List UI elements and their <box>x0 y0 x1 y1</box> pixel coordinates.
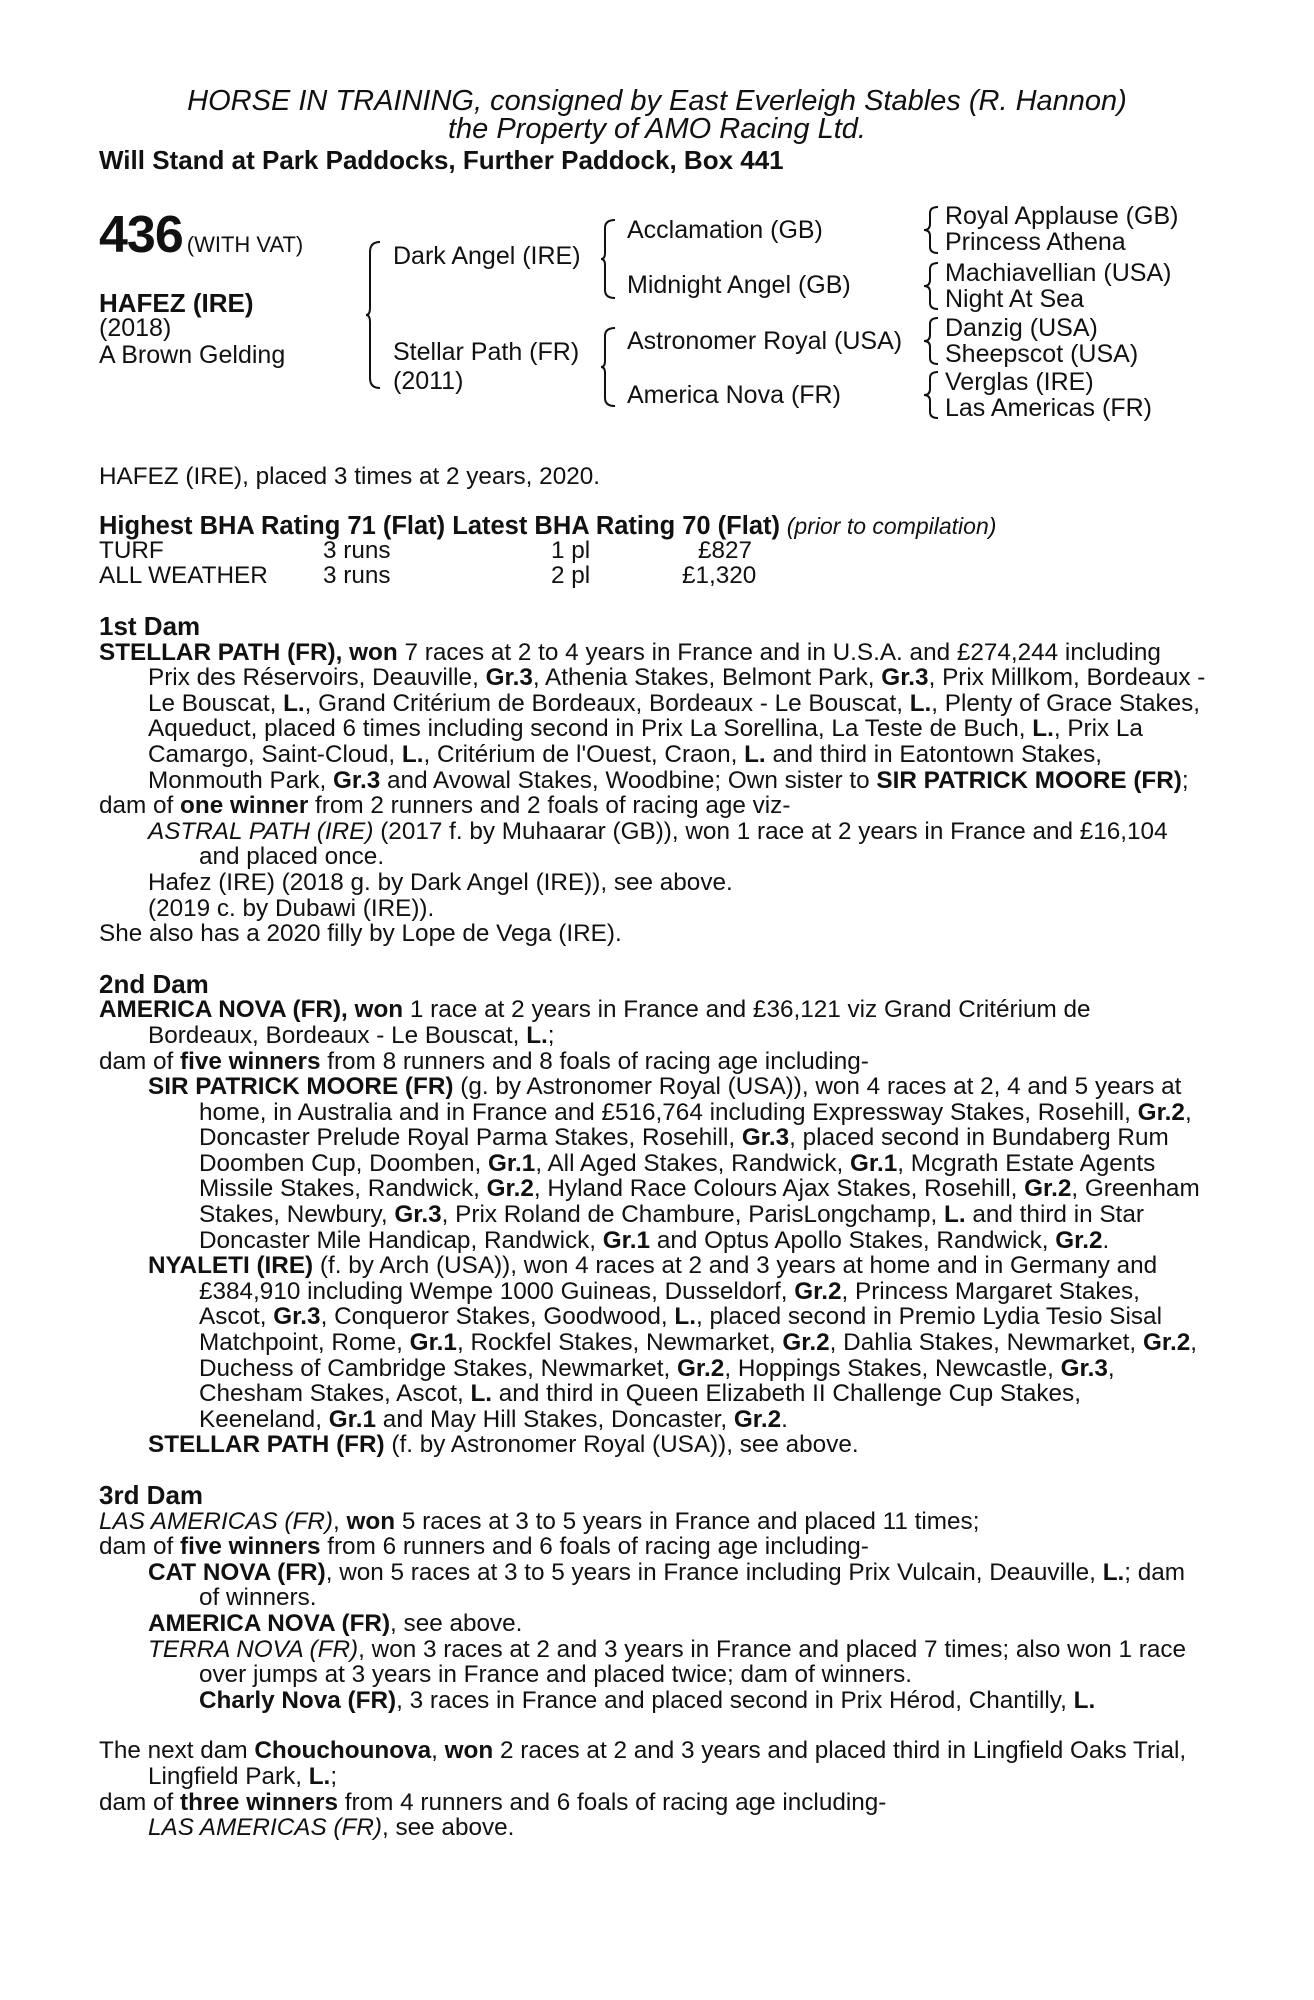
produce-terra-nova: TERRA NOVA (FR), won 3 races at 2 and 3 years in France and placed 7 times; also won 1 race over jumps at 3 years in France and placed twice; dam of winners. <box>148 1635 1187 1689</box>
record-money: £827 <box>698 537 753 564</box>
pedigree-sdd: Night At Sea <box>945 285 1084 313</box>
second-dam-heading: 2nd Dam <box>99 968 209 999</box>
record-money: £1,320 <box>682 562 757 589</box>
pedigree-ssd: Princess Athena <box>945 228 1126 256</box>
second-dam-record: AMERICA NOVA (FR), won 1 race at 2 years in France and £36,121 viz Grand Critérium de Bordeaux, Bordeaux - Le Bouscat, L.; <box>99 996 1091 1049</box>
produce-2020-filly: She also has a 2020 filly by Lope de Vega (IRE). <box>99 920 622 948</box>
pedigree-dds: Verglas (IRE) <box>945 368 1094 396</box>
produce-nyaleti: NYALETI (IRE) (f. by Arch (USA)), won 4 races at 2 and 3 years at home and in Germany and £384,910 including Wempe 1000 Guineas, Dusseldorf, Gr.2, Princess Margaret Stakes, Ascot, Gr.3, Conqueror Stakes, Goodwood, L., placed second in Premio Lydia Tesio Sisal Matchpoint, Rome, Gr.1, Rockfel Stakes, Newmarket, Gr.2, Dahlia Stakes, Newmarket, Gr.2, Duchess of Cambridge Stakes, Newmarket, Gr.2, Hoppings Stakes, Newcastle, Gr.3, Chesham Stakes, Ascot, L. and third in Queen Elizabeth II Challenge Cup Stakes, Keeneland, Gr.1 and May Hill Stakes, Doncaster, Gr.2. <box>148 1252 1197 1433</box>
pedigree-brace-ds <box>924 316 940 366</box>
pedigree-sire: Dark Angel (IRE) <box>393 242 581 270</box>
first-dam-produce: dam of one winner from 2 runners and 2 foals of racing age viz- <box>99 792 791 820</box>
foaling-year: (2018) <box>99 314 172 342</box>
pedigree-sire-dam: Midnight Angel (GB) <box>627 271 851 299</box>
dam-sections <box>99 611 1207 1842</box>
horse-name: HAFEZ (IRE) <box>99 288 254 318</box>
vat-label: (WITH VAT) <box>186 232 304 257</box>
third-dam-record: LAS AMERICAS (FR), won 5 races at 3 to 5 years in France and placed 11 times; <box>99 1507 980 1535</box>
produce-charly-nova: Charly Nova (FR), 3 races in France and placed second in Prix Hérod, Chantilly, L. <box>199 1686 1096 1714</box>
third-dam-produce: dam of five winners from 6 runners and 6 foals of racing age including- <box>99 1533 869 1561</box>
pedigree-dam-dam: America Nova (FR) <box>627 381 841 409</box>
pedigree-dsd: Sheepscot (USA) <box>945 340 1139 368</box>
produce-hafez: Hafez (IRE) (2018 g. by Dark Angel (IRE)), see above. <box>148 868 733 896</box>
pedigree-dam-sire: Astronomer Royal (USA) <box>627 327 903 355</box>
pedigree-brace-main <box>366 240 382 390</box>
pedigree-brace-dam <box>601 326 617 408</box>
record-surface: ALL WEATHER <box>99 562 268 589</box>
bha-rating-values: Highest BHA Rating 71 (Flat) Latest BHA Rating 70 (Flat) <box>99 512 780 540</box>
pedigree-dss: Danzig (USA) <box>945 314 1098 342</box>
pedigree-dam-year: (2011) <box>393 367 464 395</box>
bha-rating <box>99 514 1207 540</box>
pedigree-brace-dd <box>924 370 940 420</box>
record-runs: 3 runs <box>323 537 391 564</box>
record-placed: 2 pl <box>551 562 591 589</box>
bha-rating-note: (prior to compilation) <box>786 513 997 539</box>
first-dam-heading: 1st Dam <box>99 611 201 641</box>
record-placed: 1 pl <box>551 537 591 564</box>
produce-las-americas: LAS AMERICAS (FR), see above. <box>148 1814 515 1842</box>
race-summary: HAFEZ (IRE), placed 3 times at 2 years, 2020. <box>99 463 600 490</box>
pedigree-brace-ss <box>924 205 940 255</box>
next-dam-produce: dam of three winners from 4 runners and 6 foals of racing age including- <box>99 1788 887 1816</box>
header-location: Will Stand at Park Paddocks, Further Paddock, Box 441 <box>99 145 784 175</box>
record-runs: 3 runs <box>323 562 391 589</box>
produce-2019-colt: (2019 c. by Dubawi (IRE)). <box>148 894 435 922</box>
produce-cat-nova: CAT NOVA (FR), won 5 races at 3 to 5 years in France including Prix Vulcain, Deauville, L.; dam of winners. <box>148 1558 1186 1612</box>
pedigree-ddd: Las Americas (FR) <box>945 394 1152 422</box>
horse-description: A Brown Gelding <box>99 341 286 369</box>
produce-astral-path: ASTRAL PATH (IRE) (2017 f. by Muhaarar (GB)), won 1 race at 2 years in France and £16,104 and placed once. <box>148 817 1168 871</box>
pedigree-dam: Stellar Path (FR) <box>393 338 580 366</box>
produce-america-nova: AMERICA NOVA (FR), see above. <box>148 1609 523 1637</box>
lot-number <box>99 205 303 265</box>
pedigree-sss: Royal Applause (GB) <box>945 202 1179 230</box>
pedigree-sds: Machiavellian (USA) <box>945 259 1172 287</box>
third-dam-heading: 3rd Dam <box>99 1480 204 1510</box>
second-dam-produce: dam of five winners from 8 runners and 8 foals of racing age including- <box>99 1047 869 1075</box>
produce-sir-patrick-moore: SIR PATRICK MOORE (FR) (g. by Astronomer Royal (USA)), won 4 races at 2, 4 and 5 years at home, in Australia and in France and £516,764 including Expressway Stakes, Rosehill, Gr.2, Doncaster Prelude Royal Parma Stakes, Rosehill, Gr.3, placed second in Bundaberg Rum Doomben Cup, Doomben, Gr.1, All Aged Stakes, Randwick, Gr.1, Mcgrath Estate Agents Missile Stakes, Randwick, Gr.2, Hyland Race Colours Ajax Stakes, Rosehill, Gr.2, Greenham Stakes, Newbury, Gr.3, Prix Roland de Chambure, ParisLongchamp, L. and third in Star Doncaster Mile Handicap, Randwick, Gr.1 and Optus Apollo Stakes, Randwick, Gr.2. <box>148 1073 1200 1254</box>
header-property: the Property of AMO Racing Ltd. <box>447 113 866 145</box>
lot-number-value: 436 <box>99 206 183 264</box>
header-consignor: HORSE IN TRAINING, consigned by East Everleigh Stables (R. Hannon) <box>187 85 1127 117</box>
pedigree-brace-sd <box>924 261 940 311</box>
pedigree-brace-sire <box>601 218 617 300</box>
record-surface: TURF <box>99 537 164 564</box>
produce-stellar-path: STELLAR PATH (FR) (f. by Astronomer Royal (USA)), see above. <box>148 1431 859 1459</box>
pedigree-sire-sire: Acclamation (GB) <box>627 216 823 244</box>
next-dam-record: The next dam Chouchounova, won 2 races at 2 and 3 years and placed third in Lingfield Oaks Trial, Lingfield Park, L.; <box>99 1737 1187 1790</box>
first-dam-record: STELLAR PATH (FR), won 7 races at 2 to 4 years in France and in U.S.A. and £274,244 including Prix des Réservoirs, Deauville, Gr.3, Athenia Stakes, Belmont Park, Gr.3, Prix Millkom, Bordeaux - Le Bouscat, L., Grand Critérium de Bordeaux, Bordeaux - Le Bouscat, L., Plenty of Grace Stakes, Aqueduct, placed 6 times including second in Prix La Sorellina, La Teste de Buch, L., Prix La Camargo, Saint-Cloud, L., Critérium de l'Ouest, Craon, L. and third in Eatontown Stakes, Monmouth Park, Gr.3 and Avowal Stakes, Woodbine; Own sister to SIR PATRICK MOORE (FR); <box>99 638 1206 794</box>
